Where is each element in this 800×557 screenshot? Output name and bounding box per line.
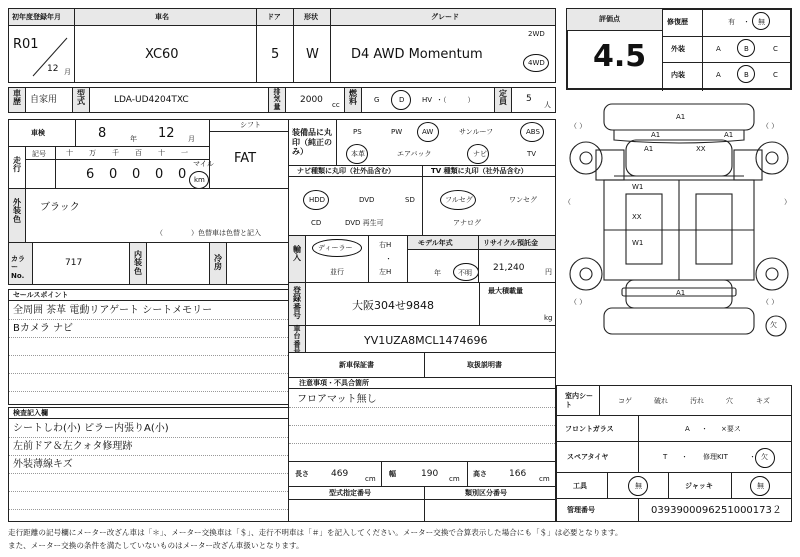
recycle-value: 21,240 — [493, 263, 525, 273]
diagram-mark-3: A1 — [724, 131, 734, 139]
mileage-km: km — [194, 176, 205, 184]
circle-mark — [453, 263, 479, 281]
circle-mark — [417, 122, 439, 142]
navi-cell: HDD DVD SD CD DVD 再生可 — [288, 176, 423, 236]
usage-value: 自家用 — [30, 95, 58, 105]
equip-leather: 本革 — [351, 150, 365, 158]
inspector-line-1: シートしわ(小) ピラー内張りA(小) — [13, 423, 169, 434]
grade-cell: D4 AWD Momentum 2WD 4WD — [330, 25, 556, 83]
notes-cell — [288, 388, 556, 462]
vin-value: YV1UZA8MCL1474696 — [364, 334, 488, 347]
svg-text:（: （ — [564, 198, 571, 206]
svg-text:（ ）: （ ） — [570, 122, 587, 130]
navi-hdd: HDD — [309, 196, 326, 204]
equip-navi: ナビ — [473, 150, 487, 158]
diagram-mark-7: W1 — [632, 239, 644, 247]
tools-value: 無 — [635, 482, 642, 490]
sales-line-2: Bカメラ ナビ — [13, 323, 74, 334]
repair-no: 無 — [758, 18, 765, 26]
reg-no-value: 大阪304せ9848 — [352, 299, 434, 312]
score-panel: 評価点 4.5 修復歴 有 ・ 無 外装 A B C 内装 A B C — [566, 8, 792, 90]
equip-aw: AW — [422, 128, 434, 136]
control-no-value: 0393900096251000173２ — [651, 505, 782, 516]
shape-value: W — [306, 47, 319, 62]
mileage-grid: 十 万 千 百 十 一 マイル 6 0 0 0 0 km — [55, 146, 210, 189]
capacity-value: 5 — [526, 94, 532, 104]
exterior-b: B — [744, 45, 749, 53]
color-cell: ブラック （ ）色替車は色替と記入 — [25, 188, 289, 243]
svg-text:）: ） — [784, 198, 791, 206]
equip-abs: ABS — [526, 128, 540, 136]
circle-mark — [189, 171, 209, 189]
equipment-cell: 装備品に丸印（純正のみ） PS PW AW サンルーフ ABS 本革 エアバック ナビ TV — [288, 119, 556, 166]
sales-point-cell — [8, 300, 289, 405]
inspector-line-2: 左前ドア＆左クォタ修理跡 — [13, 441, 133, 452]
shift-value: FAT — [234, 151, 257, 166]
circle-mark — [628, 476, 648, 496]
model-year-unknown: 不明 — [458, 269, 472, 277]
car-outline — [566, 94, 792, 384]
grade-header: グレード — [330, 8, 556, 26]
diagram-mark-1: A1 — [676, 113, 686, 121]
fuel-d: D — [399, 96, 405, 104]
diagram-mark-9: A1 — [676, 289, 686, 297]
door-cell — [256, 25, 294, 83]
svg-text:（ ）: （ ） — [762, 122, 779, 130]
interior-b: B — [744, 71, 749, 79]
inspector-cell — [8, 418, 289, 522]
shift-cell: シフト FAT — [209, 119, 289, 189]
tv-cell: フルセグ ワンセグ アナログ — [422, 176, 556, 236]
circle-mark — [303, 190, 329, 210]
inspection-cell: 8 年 12 月 — [75, 119, 210, 147]
car-name-header: 車名 — [74, 8, 257, 26]
door-value: 5 — [271, 47, 280, 62]
diagram-mark-6: W1 — [632, 183, 644, 191]
footer-line-2: また、メーター交換の条件を満たしていないものはメーター改ざん車扱いとなります。 — [8, 541, 304, 550]
circle-mark — [467, 144, 489, 164]
tv-fullseg: フルセグ — [445, 196, 473, 204]
diagram-mark-10: 欠 — [770, 321, 777, 329]
first-reg-era: R01 — [13, 37, 39, 52]
footer-line-1: 走行距離の記号欄にメーター改ざん車は「＊」、メーター交換車は「＄」、走行不明車は「＃」を記入してください。メーター交換で合算表示した場合にも「＄」は必要となります。 — [8, 528, 623, 537]
grade-value: D4 AWD Momentum — [351, 47, 483, 62]
circle-mark — [737, 65, 755, 83]
diagram-mark-5: A1 — [644, 145, 654, 153]
spare-tire-missing: 欠 — [761, 453, 768, 461]
circle-mark — [391, 90, 411, 110]
first-reg-cell: R01 12 月 — [8, 25, 75, 83]
notes-line-1: フロアマット無し — [297, 394, 377, 405]
svg-text:（ ）: （ ） — [570, 298, 587, 306]
shape-cell — [293, 25, 331, 83]
score-value: 4.5 — [593, 39, 647, 74]
circle-mark — [737, 39, 755, 57]
circle-mark — [440, 190, 476, 210]
circle-mark — [750, 476, 770, 496]
diagram-mark-2: A1 — [651, 131, 661, 139]
circle-mark — [755, 448, 775, 468]
first-reg-header: 初年度登録年月 — [8, 8, 75, 26]
circle-mark — [312, 239, 362, 257]
dims-cell: 長さ 469 cm 幅 190 cm 高さ 166 cm — [288, 461, 556, 487]
diagram-mark-4: XX — [696, 145, 706, 153]
jack-value: 無 — [757, 482, 764, 490]
car-diagram — [566, 94, 792, 384]
color-value: ブラック — [40, 202, 80, 213]
door-header: ドア — [256, 8, 294, 26]
color-no-value: 717 — [65, 258, 83, 268]
car-name-value: XC60 — [145, 47, 179, 62]
import-dealer: ディーラー — [318, 244, 353, 252]
model-value: LDA-UD4204TXC — [114, 95, 189, 105]
circle-mark — [523, 54, 549, 72]
svg-text:（ ）: （ ） — [762, 298, 779, 306]
circle-mark — [520, 122, 544, 142]
diagram-mark-8: XX — [632, 213, 642, 221]
drive-4wd: 4WD — [528, 59, 545, 67]
shape-header: 形状 — [293, 8, 331, 26]
first-reg-month: 12 — [47, 64, 59, 74]
circle-mark — [752, 12, 770, 30]
circle-mark — [346, 144, 368, 164]
displacement-value: 2000 — [300, 95, 323, 105]
car-name-cell — [74, 25, 257, 83]
sales-line-1: 全周囲 茶革 電動リアゲート シートメモリー — [13, 305, 213, 316]
inspector-line-3: 外装薄線キズ — [13, 459, 73, 470]
